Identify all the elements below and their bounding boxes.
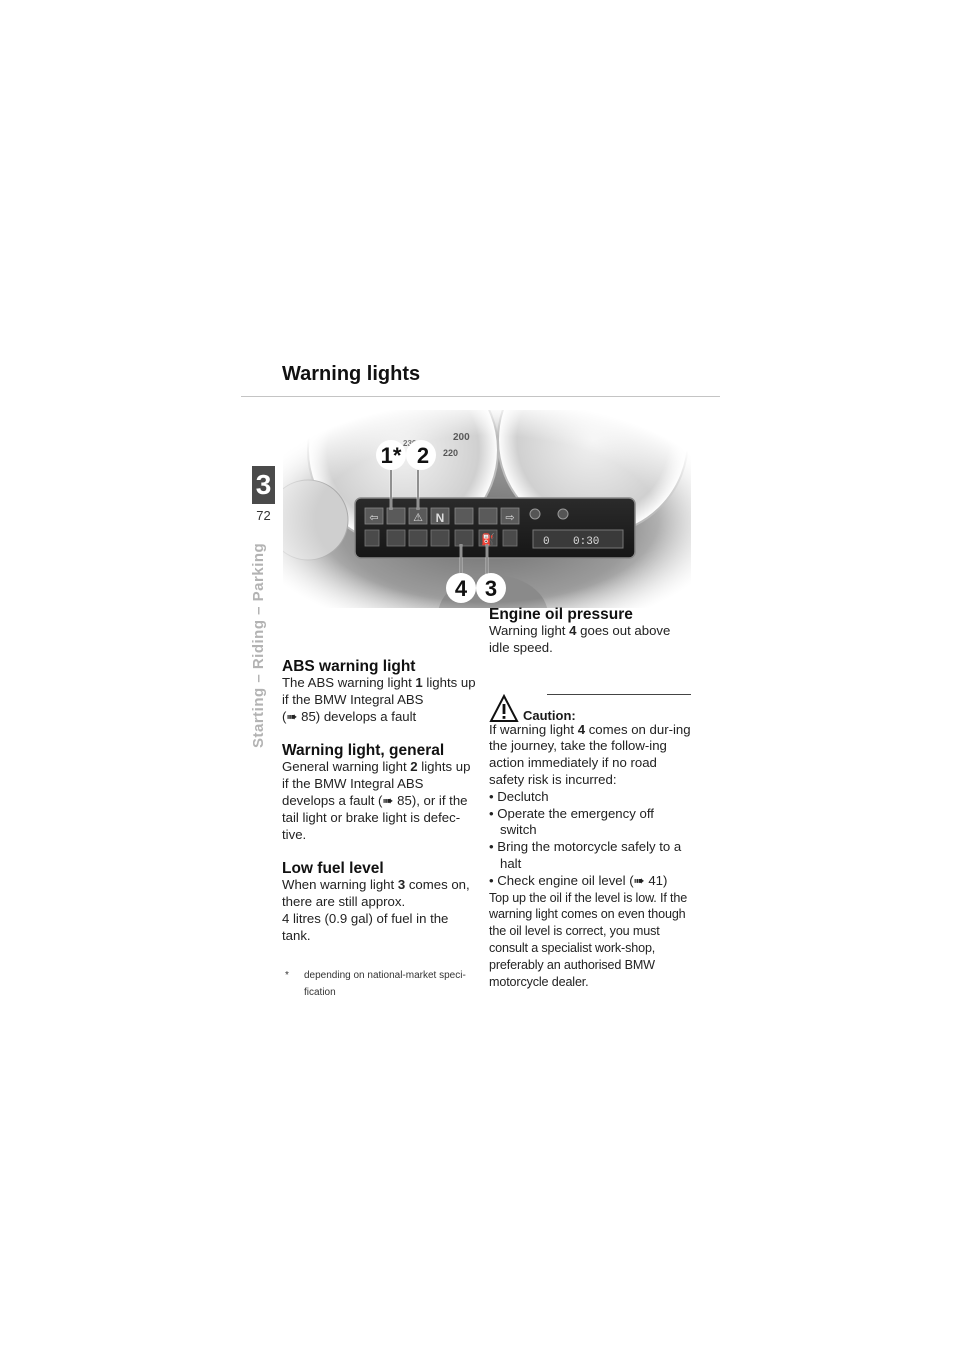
heading-oil-pressure: Engine oil pressure: [489, 606, 633, 623]
text-part: (➠ 85) develops a fault: [282, 708, 417, 724]
caution-closing-text: Top up the oil if the level is low. If the warning light comes on even though the oil level is correct, you must consult a specialist work-shop, preferably an authorised BMW motorcycle dealer.: [489, 890, 688, 989]
callout-4: 4: [454, 576, 468, 601]
item-number: 4: [569, 623, 577, 638]
caution-label: Caution:: [523, 707, 576, 723]
item-number: 2: [410, 759, 418, 775]
item-number: 1: [415, 675, 423, 690]
list-item: • Operate the emergency off switch: [489, 805, 654, 838]
caution-warning-icon: [489, 694, 519, 724]
page-title: Warning lights: [282, 363, 421, 385]
callout-1: 1*: [380, 443, 402, 468]
text-part: When warning light: [282, 877, 398, 893]
text-part: Warning light: [489, 623, 570, 638]
instrument-cluster-photo: [283, 410, 691, 608]
list-item: • Declutch: [489, 788, 549, 804]
chapter-tab: 3: [252, 466, 275, 504]
low-fuel-text: [282, 877, 478, 944]
general-warning-text: [282, 759, 478, 843]
heading-low-fuel: Low fuel level: [282, 860, 384, 878]
caution-header: [489, 698, 691, 722]
heading-general-warning: Warning light, general: [282, 742, 445, 760]
caution-text: [489, 722, 691, 789]
abs-warning-text: [282, 675, 478, 725]
caution-divider: [547, 694, 691, 695]
text-part: lights up if the BMW Integral ABS develops a fault (➠ 85), or if the tail light or brake light is defec-tive.: [282, 759, 471, 842]
text-part: lights up if the BMW Integral ABS: [282, 675, 476, 707]
text-part: 4 litres (0.9 gal) of fuel in the tank.: [282, 910, 449, 943]
text-part: comes on, there are still approx.: [282, 877, 470, 910]
callout-2: 2: [416, 443, 430, 468]
text-part: The ABS warning light: [282, 675, 416, 690]
footnote-marker: *: [285, 969, 289, 981]
text-part: goes out above idle speed.: [489, 623, 671, 655]
caution-steps-list: [489, 789, 691, 890]
section-low-fuel: [282, 860, 478, 944]
left-column: [282, 658, 478, 1001]
item-number: 3: [397, 877, 406, 893]
heading-abs-warning: ABS warning light: [282, 658, 416, 675]
footnote-text: depending on national-market speci-fication: [304, 969, 466, 998]
text-part: comes on dur-ing the journey, take the follow-ing action immediately if no road safety risk is incurred:: [489, 721, 691, 787]
right-column: [489, 606, 691, 990]
section-oil-pressure: [489, 606, 691, 657]
list-item: • Bring the motorcycle safely to a halt: [489, 839, 682, 871]
text-part: If warning light: [489, 721, 578, 737]
text-part: General warning light: [282, 759, 411, 775]
footnote: [282, 967, 478, 1001]
section-general-warning: [282, 742, 478, 843]
list-item: • Check engine oil level (➠ 41): [489, 872, 668, 888]
oil-pressure-text: [489, 623, 691, 657]
callout-3: 3: [484, 576, 498, 601]
section-abs-warning: [282, 658, 478, 725]
page-number: 72: [256, 508, 271, 523]
title-divider: [241, 396, 720, 397]
chapter-side-label: Starting – Riding – Parking: [250, 542, 267, 748]
item-number: 4: [577, 721, 586, 737]
